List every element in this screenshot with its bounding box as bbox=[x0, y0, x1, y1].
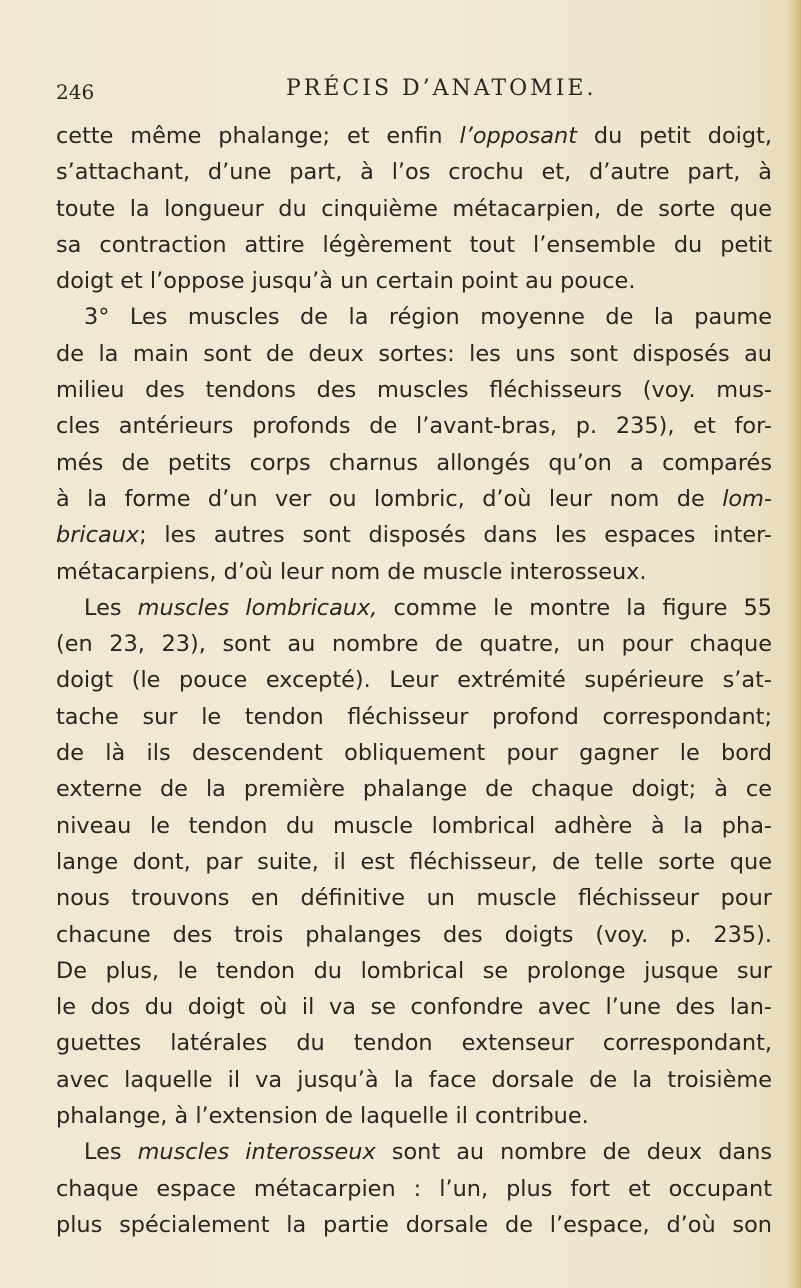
text-line bbox=[56, 263, 772, 299]
text-line bbox=[56, 227, 772, 263]
text-line bbox=[56, 808, 772, 844]
text-span: de là ils descendent obliquement pour gagner le bord bbox=[56, 740, 772, 767]
text-line bbox=[56, 118, 772, 154]
text-line bbox=[56, 917, 772, 953]
italic-term: bricaux bbox=[56, 522, 140, 549]
text-line bbox=[56, 517, 772, 553]
italic-term: muscles interosseux bbox=[137, 1139, 376, 1166]
text-span: phalange, à l’extension de laquelle il contribue. bbox=[56, 1103, 589, 1130]
text-span: sa contraction attire légèrement tout l’ensemble du petit bbox=[56, 231, 772, 258]
text-span: à la forme d’un ver ou lombric, d’où leur nom de bbox=[56, 485, 723, 512]
text-line bbox=[56, 735, 772, 771]
text-line bbox=[56, 1207, 772, 1243]
text-span: tache sur le tendon fléchisseur profond correspondant; bbox=[56, 703, 772, 730]
text-line bbox=[56, 880, 772, 916]
italic-term: muscles lombricaux, bbox=[137, 594, 378, 621]
text-span: Les bbox=[84, 1139, 138, 1166]
text-span: milieu des tendons des muscles fléchisseurs (voy. mus- bbox=[56, 377, 772, 404]
text-span: s’attachant, d’une part, à l’os crochu et, d’autre part, à bbox=[56, 159, 772, 186]
text-line bbox=[56, 1025, 772, 1061]
text-line bbox=[56, 771, 772, 807]
text-span: chacune des trois phalanges des doigts (voy. p. 235). bbox=[56, 921, 772, 948]
text-line bbox=[56, 590, 772, 626]
text-span: externe de la première phalange de chaque doigt; à ce bbox=[56, 776, 772, 803]
text-line bbox=[56, 1098, 772, 1134]
text-line bbox=[56, 1171, 772, 1207]
text-span: nous trouvons en définitive un muscle fléchisseur pour bbox=[56, 885, 772, 912]
text-line bbox=[56, 1062, 772, 1098]
text-line bbox=[56, 989, 772, 1025]
text-line bbox=[56, 299, 772, 335]
body-text bbox=[56, 118, 772, 1243]
text-line bbox=[56, 154, 772, 190]
text-span: niveau le tendon du muscle lombrical adhère à la pha- bbox=[56, 812, 772, 839]
page-number: 246 bbox=[56, 80, 95, 104]
text-span: métacarpiens, d’où leur nom de muscle interosseux. bbox=[56, 558, 647, 585]
text-span: més de petits corps charnus allongés qu’on a comparés bbox=[56, 449, 772, 476]
text-line bbox=[56, 953, 772, 989]
text-span: doigt (le pouce excepté). Leur extrémité supérieure s’at- bbox=[56, 667, 772, 694]
italic-term: lom- bbox=[722, 485, 772, 512]
text-line bbox=[56, 554, 772, 590]
text-line bbox=[56, 626, 772, 662]
text-line bbox=[56, 1134, 772, 1170]
text-line bbox=[56, 445, 772, 481]
text-span: cette même phalange; et enfin bbox=[56, 123, 460, 149]
text-line bbox=[56, 191, 772, 227]
text-span: plus spécialement la partie dorsale de l’espace, d’où son bbox=[56, 1211, 772, 1238]
text-span: lange dont, par suite, il est fléchisseur, de telle sorte que bbox=[56, 848, 772, 875]
text-span: cles antérieurs profonds de l’avant-bras, p. 235), et for- bbox=[56, 413, 772, 440]
text-span: De plus, le tendon du lombrical se prolonge jusque sur bbox=[56, 957, 772, 984]
text-line bbox=[56, 699, 772, 735]
text-span: chaque espace métacarpien : l’un, plus fort et occupant bbox=[56, 1175, 772, 1202]
text-line bbox=[56, 481, 772, 517]
page-edge-shadow bbox=[787, 0, 801, 1288]
text-span: Les bbox=[84, 594, 138, 621]
running-head: PRÉCIS D’ANATOMIE. bbox=[286, 76, 597, 101]
text-span: sont au nombre de deux dans bbox=[375, 1139, 773, 1166]
text-span: de la main sont de deux sortes: les uns sont disposés au bbox=[56, 340, 772, 367]
text-span: guettes latérales du tendon extenseur correspondant, bbox=[56, 1030, 772, 1057]
text-line bbox=[56, 408, 772, 444]
italic-term: l’opposant bbox=[459, 123, 578, 149]
text-span: (en 23, 23), sont au nombre de quatre, un pour chaque bbox=[56, 631, 772, 658]
text-span: le dos du doigt où il va se confondre avec l’une des lan- bbox=[56, 994, 772, 1021]
text-line bbox=[56, 336, 772, 372]
text-line bbox=[56, 372, 772, 408]
text-line bbox=[56, 844, 772, 880]
text-span: doigt et l’oppose jusqu’à un certain point au pouce. bbox=[56, 268, 636, 295]
text-span: 3° Les muscles de la région moyenne de la paume bbox=[84, 304, 772, 331]
text-span: ; les autres sont disposés dans les espaces inter- bbox=[139, 522, 772, 549]
text-span: comme le montre la figure 55 bbox=[377, 594, 772, 621]
text-line bbox=[56, 662, 772, 698]
text-span: toute la longueur du cinquième métacarpien, de sorte que bbox=[56, 195, 772, 222]
text-span: du petit doigt, bbox=[577, 123, 772, 149]
text-span: avec laquelle il va jusqu’à la face dorsale de la troisième bbox=[56, 1066, 772, 1093]
page-header bbox=[0, 76, 801, 110]
